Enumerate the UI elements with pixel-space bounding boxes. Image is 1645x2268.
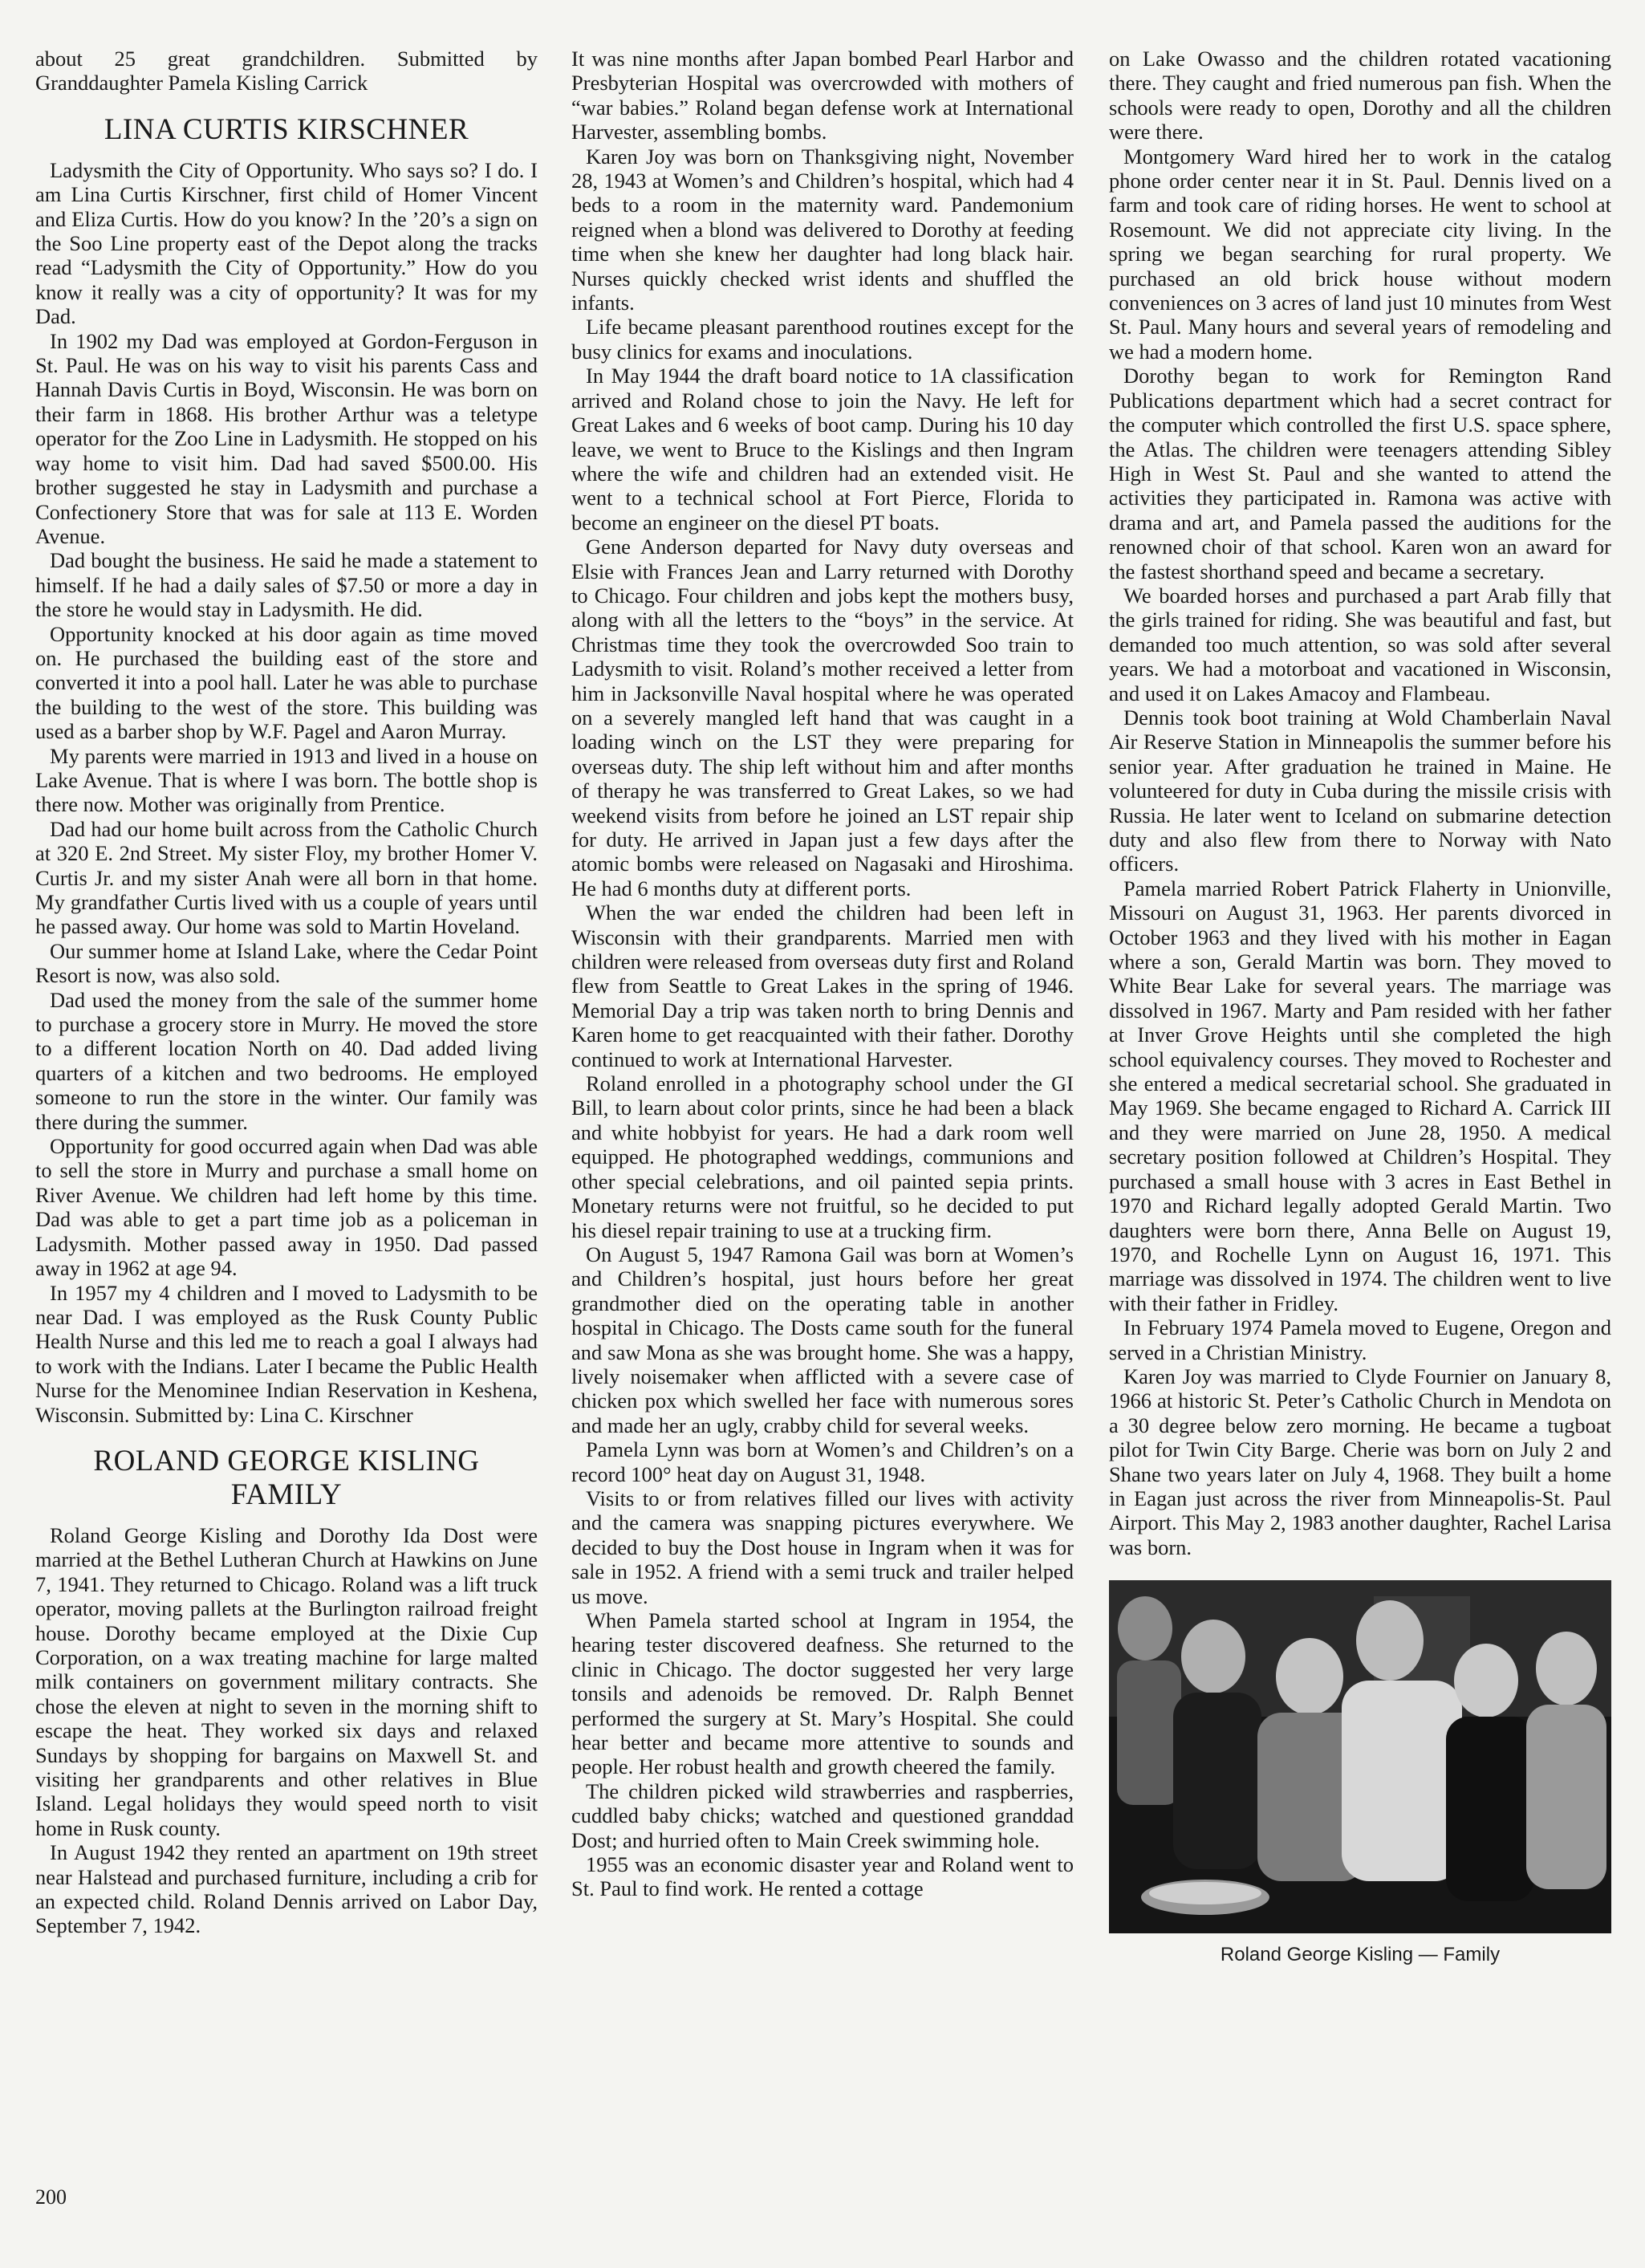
paragraph: When Pamela started school at Ingram in 1954, the hearing tester discovered deafness. She returned to the clinic in Chicago. The doctor suggested her very large tonsils and adenoids be removed. Dr. Ralph Bennet performed the surgery at St. Mary’s Hospital. She could hear better and became more attentive to sounds and people. Her robust health and growth cheered the family. <box>571 1608 1074 1779</box>
paragraph: Dad had our home built across from the Catholic Church at 320 E. 2nd Street. My sister Floy, my brother Homer V. Curtis Jr. and my sister Anah were all born in that home. My grandfather Curtis lived with us a couple of years until he passed away. Our home was sold to Martin Hoveland. <box>35 816 538 939</box>
heading-lina-curtis-kirschner: LINA CURTIS KIRSCHNER <box>104 112 469 146</box>
paragraph: In February 1974 Pamela moved to Eugene, Oregon and served in a Christian Ministry. <box>1109 1315 1611 1364</box>
paragraph: Dennis took boot training at Wold Chamberlain Naval Air Reserve Station in Minneapolis the summer before his senior year. After graduation he trained in Maine. He volunteered for duty in Cuba during the missile crisis with Russia. He later went to Iceland on submarine detection duty and also flew from there to Norway with Nato officers. <box>1109 705 1611 876</box>
paragraph: On August 5, 1947 Ramona Gail was born at Women’s and Children’s hospital, just hours before her great grandmother died on the operating table in another hospital in Chicago. The Dosts came south for the funeral and saw Mona as she was brought home. She was a happy, lively noisemaker when afflicted with a severe case of chicken pox which swelled her face with numerous sores and made her an ugly, crabby child for several weeks. <box>571 1242 1074 1437</box>
paragraph: We boarded horses and purchased a part Arab filly that the girls trained for riding. She was beautiful and fast, but demanded too much attention, so was sold after several years. We had a motorboat and vacationed in Wisconsin, and used it on Lakes Amacoy and Flambeau. <box>1109 583 1611 705</box>
column-2 <box>571 47 1074 1901</box>
paragraph: Opportunity for good occurred again when Dad was able to sell the store in Murry and purchase a small home on River Avenue. We children had left home by this time. Dad was able to get a part time job as a policeman in Ladysmith. Mother passed away in 1950. Dad passed away in 1962 at age 94. <box>35 1134 538 1281</box>
paragraph: Dad used the money from the sale of the summer home to purchase a grocery store in Murry. He moved the store to a different location North on 40. Dad added living quarters of a kitchen and two bedrooms. He employed someone to run the store in the winter. Our family was there during the summer. <box>35 987 538 1134</box>
paragraph: Visits to or from relatives filled our lives with activity and the camera was snapping pictures everywhere. We decided to buy the Dost house in Ingram when it was for sale in 1952. A friend with a semi truck and trailer helped us move. <box>571 1486 1074 1608</box>
paragraph: In 1902 my Dad was employed at Gordon-Ferguson in St. Paul. He was on his way to visit his parents Cass and Hannah Davis Curtis in Boyd, Wisconsin. He was born on their farm in 1868. His brother Arthur was a teletype operator for the Zoo Line in Ladysmith. He stopped on his way home to visit him. Dad had saved $500.00. His brother suggested he stay in Ladysmith and purchase a Confectionery Store that was for sale at 113 E. Worden Avenue. <box>35 328 538 548</box>
paragraph: Dorothy began to work for Remington Rand Publications department which had a secret contract for the computer which controlled the first U.S. space sphere, the Atlas. The children were teenagers attending Sibley High in West St. Paul and she wanted to attend the activities they participated in. Ramona was active with drama and art, and Pamela passed the auditions for the renowned choir of that school. Karen won an award for the fastest shorthand speed and became a secretary. <box>1109 364 1611 583</box>
paragraph: Dad bought the business. He said he made a statement to himself. If he had a daily sales of $7.50 or more a day in the store he would stay in Ladysmith. He did. <box>35 548 538 622</box>
paragraph: Pamela married Robert Patrick Flaherty in Unionville, Missouri on August 31, 1963. Her parents divorced in October 1963 and they lived with his mother in Eagan where a son, Gerald Martin was born. They moved to White Bear Lake for several years. The marriage was dissolved in 1967. Marty and Pam resided with her father at Inver Grove Heights until she completed the high school equivalency courses. They moved to Rochester and she entered a medical secretarial school. She graduated in May 1969. She became engaged to Richard A. Carrick III and they were married on June 28, 1950. A medical secretary position followed at Children’s Hospital. They purchased a small house with 3 acres in East Bethel in 1970 and Richard legally adopted Gerald Martin. Two daughters were born there, Anna Belle on August 19, 1970, and Rochelle Lynn on August 16, 1971. This marriage was dissolved in 1974. The children went to live with their father in Fridley. <box>1109 876 1611 1315</box>
paragraph: Karen Joy was born on Thanksgiving night, November 28, 1943 at Women’s and Children’s hospital, which had 4 beds to a room in the maternity ward. Pandemonium reigned when a blond was delivered to Dorothy at feeding time when she knew her daughter had long black hair. Nurses quickly checked wrist idents and shuffled the infants. <box>571 144 1074 315</box>
family-photo-illustration <box>1109 1580 1611 1933</box>
paragraph: Opportunity knocked at his door again as time moved on. He purchased the building east of the store and converted it into a pool hall. Later he was able to purchase the building to the west of the store. This building was used as a barber shop by W.F. Pagel and Aaron Murray. <box>35 621 538 744</box>
paragraph: 1955 was an economic disaster year and Roland went to St. Paul to find work. He rented a cottage <box>571 1852 1074 1901</box>
heading-roland-george-kisling-family: ROLAND GEORGE KISLING FAMILY <box>93 1444 480 1511</box>
paragraph: When the war ended the children had been left in Wisconsin with their grandparents. Married men with children were released from overseas duty first and Roland flew from Seattle to Great Lakes in the spring of 1946. Memorial Day a trip was taken north to bring Dennis and Karen home to get reacquainted with their father. Dorothy continued to work at International Harvester. <box>571 900 1074 1071</box>
paragraph: Roland enrolled in a photography school under the GI Bill, to learn about color prints, since he had been a black and white hobbyist for years. He had a dark room well equipped. He photographed weddings, communions and other special celebrations, and oil painted sepia prints. Monetary returns were not fruitful, so he decided to put his diesel repair training to use at a trucking firm. <box>571 1071 1074 1242</box>
paragraph: Pamela Lynn was born at Women’s and Children’s on a record 100° heat day on August 31, 1948. <box>571 1437 1074 1486</box>
family-photo <box>1109 1580 1611 1933</box>
paragraph: In 1957 my 4 children and I moved to Ladysmith to be near Dad. I was employed as the Rusk County Public Health Nurse and this led me to reach a goal I always had to work with the Indians. Later I became the Public Health Nurse for the Menominee Indian Reservation in Keshena, Wisconsin. Submitted by: Lina C. Kirschner <box>35 1280 538 1427</box>
page-number: 200 <box>35 2185 67 2209</box>
paragraph: about 25 great grandchildren. Submitted by Granddaughter Pamela Kisling Carrick <box>35 47 538 96</box>
column-3 <box>1109 47 1611 1967</box>
paragraph: Life became pleasant parenthood routines except for the busy clinics for exams and inoculations. <box>571 315 1074 364</box>
paragraph: The children picked wild strawberries and raspberries, cuddled baby chicks; watched and questioned granddad Dost; and hurried often to Main Creek swimming hole. <box>571 1778 1074 1852</box>
paragraph: In May 1944 the draft board notice to 1A classification arrived and Roland chose to join the Navy. He left for Great Lakes and 6 weeks of boot camp. During his 10 day leave, we went to Bruce to the Kislings and then Ingram where the wife and children had an extended visit. He went to a technical school at Fort Pierce, Florida to become an engineer on the diesel PT boats. <box>571 364 1074 534</box>
paragraph: It was nine months after Japan bombed Pearl Harbor and Presbyterian Hospital was overcrowded with mothers of “war babies.” Roland began defense work at International Harvester, assembling bombs. <box>571 47 1074 144</box>
paragraph: Gene Anderson departed for Navy duty overseas and Elsie with Frances Jean and Larry returned with Dorothy to Chicago. Four children and jobs kept the mothers busy, along with all the letters to the “boys” in the service. At Christmas time they took the overcrowded Soo train to Ladysmith to visit. Roland’s mother received a letter from him in Jacksonville Naval hospital where he was operated on a severely mangled left hand that was caught in a loading winch on the LST they were preparing for overseas duty. The ship left without him and after months of therapy he was transferred to Great Lakes, so we had weekend visits from before he joined an LST repair ship for duty. He arrived in Japan just a few days after the atomic bombs were released on Nagasaki and Hiroshima. He had 6 months duty at different ports. <box>571 534 1074 900</box>
paragraph: My parents were married in 1913 and lived in a house on Lake Avenue. That is where I was born. The bottle shop is there now. Mother was originally from Prentice. <box>35 743 538 817</box>
paragraph: Montgomery Ward hired her to work in the catalog phone order center near it in St. Paul. Dennis lived on a farm and took care of riding horses. He went to school at Rosemount. We did not appreciate city living. In the spring we began searching for rural property. We purchased an old brick house without modern conveniences on 3 acres of land just 10 minutes from West St. Paul. Many hours and several years of remodeling and we had a modern home. <box>1109 144 1611 364</box>
photo-caption: Roland George Kisling — Family <box>1220 1944 1501 1966</box>
paragraph: on Lake Owasso and the children rotated vacationing there. They caught and fried numerous pan fish. When the schools were ready to open, Dorothy and all the children were there. <box>1109 47 1611 144</box>
paragraph: In August 1942 they rented an apartment on 19th street near Halstead and purchased furniture, including a crib for an expected child. Roland Dennis arrived on Labor Day, September 7, 1942. <box>35 1840 538 1938</box>
column-1 <box>35 47 538 1938</box>
paragraph: Roland George Kisling and Dorothy Ida Dost were married at the Bethel Lutheran Church at Hawkins on June 7, 1941. They returned to Chicago. Roland was a lift truck operator, moving pallets at the Burlington railroad freight house. Dorothy became employed at the Dixie Cup Corporation, on a wax treating machine for large malted milk containers on government military contracts. She chose the eleven at night to seven in the morning shift to escape the heat. They worked six days and relaxed Sundays by shopping for bargains on Maxwell St. and visiting her grandparents and other relatives in Blue Island. Legal holidays they would speed north to visit home in Rusk county. <box>35 1522 538 1840</box>
paragraph: Karen Joy was married to Clyde Fournier on January 8, 1966 at historic St. Peter’s Catholic Church in Mendota on a 30 degree below zero morning. He became a tugboat pilot for Twin City Barge. Cherie was born on July 2 and Shane two years later on July 4, 1968. They built a home in Eagan just across the river from Minneapolis-St. Paul Airport. This May 2, 1983 another daughter, Rachel Larisa was born. <box>1109 1364 1611 1559</box>
paragraph: Ladysmith the City of Opportunity. Who says so? I do. I am Lina Curtis Kirschner, first child of Homer Vincent and Eliza Curtis. How do you know? In the ’20’s a sign on the Soo Line property east of the Depot along the tracks read “Ladysmith the City of Opportunity.” How do you know it really was a city of opportunity? It was for my Dad. <box>35 157 538 329</box>
paragraph: Our summer home at Island Lake, where the Cedar Point Resort is now, was also sold. <box>35 938 538 988</box>
